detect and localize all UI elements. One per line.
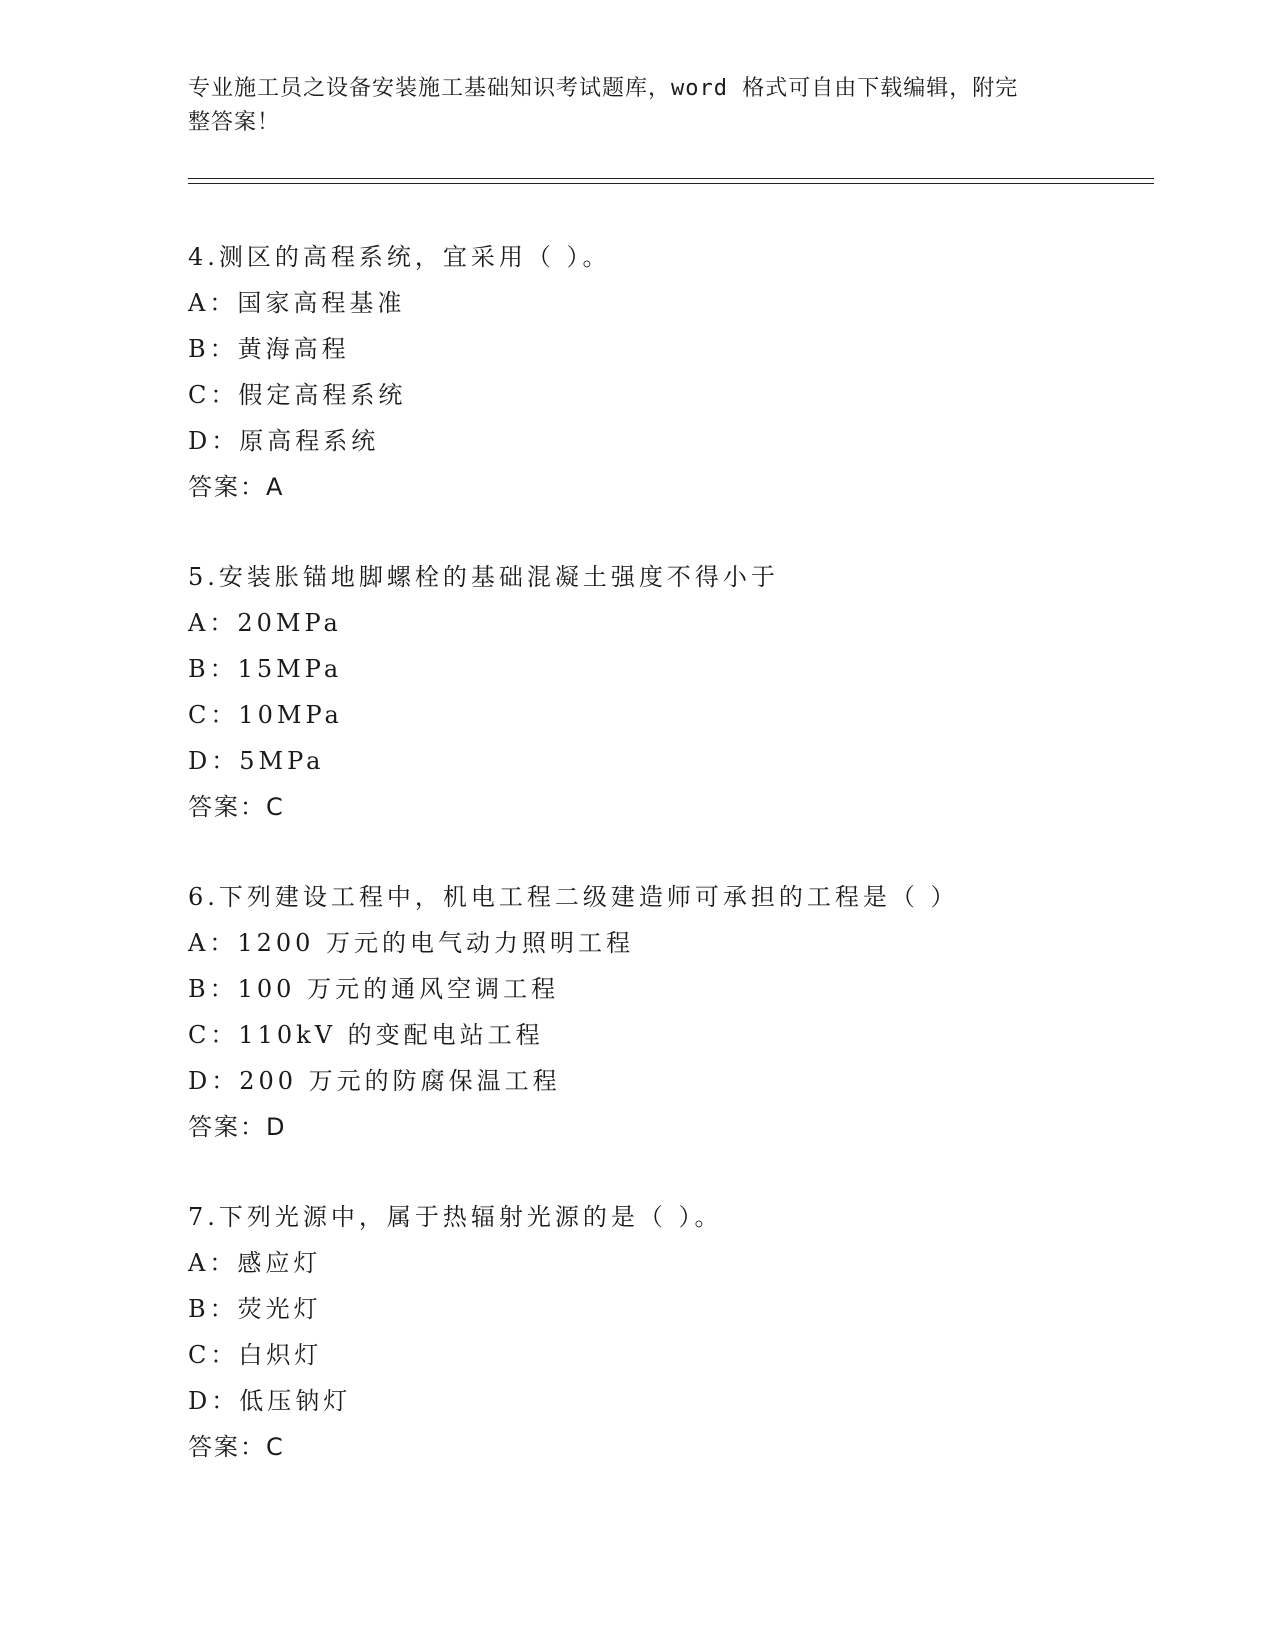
question-block-4 — [188, 234, 1148, 510]
option-c: C：10MPa — [188, 701, 343, 729]
option-b: B：荧光灯 — [188, 1295, 322, 1323]
option-b: B：黄海高程 — [188, 335, 350, 363]
option-c: C：白炽灯 — [188, 1341, 323, 1369]
question-stem: 7.下列光源中，属于热辐射光源的是（ ）。 — [188, 1203, 723, 1231]
answer-line: 答案：A — [188, 473, 285, 501]
option-a: A：国家高程基准 — [188, 289, 406, 317]
question-block-5 — [188, 554, 1148, 830]
option-a: A：感应灯 — [188, 1249, 322, 1277]
header-divider-top — [188, 178, 1154, 179]
option-c: C：110kV 的变配电站工程 — [188, 1021, 544, 1049]
option-b: B：15MPa — [188, 655, 343, 683]
question-stem: 5.安装胀锚地脚螺栓的基础混凝土强度不得小于 — [188, 563, 779, 591]
option-c: C：假定高程系统 — [188, 381, 407, 409]
answer-line: 答案：C — [188, 793, 285, 821]
question-block-7 — [188, 1194, 1148, 1470]
option-a: A：20MPa — [188, 609, 342, 637]
option-d: D：200 万元的防腐保温工程 — [188, 1067, 561, 1095]
option-b: B：100 万元的通风空调工程 — [188, 975, 560, 1003]
question-stem: 4.测区的高程系统，宜采用（ ）。 — [188, 243, 611, 271]
header-line-2: 整答案！ — [188, 110, 281, 135]
header-line-1: 专业施工员之设备安装施工基础知识考试题库，word 格式可自由下载编辑，附完 — [188, 76, 1019, 101]
question-block-6 — [188, 874, 1148, 1150]
header-divider-bottom — [188, 183, 1154, 184]
document-header — [188, 72, 1068, 140]
answer-line: 答案：D — [188, 1113, 287, 1141]
option-d: D：5MPa — [188, 747, 325, 775]
option-d: D：原高程系统 — [188, 427, 380, 455]
option-a: A：1200 万元的电气动力照明工程 — [188, 929, 635, 957]
option-d: D：低压钠灯 — [188, 1387, 352, 1415]
question-stem: 6.下列建设工程中，机电工程二级建造师可承担的工程是（ ） — [188, 883, 959, 911]
answer-line: 答案：C — [188, 1433, 285, 1461]
